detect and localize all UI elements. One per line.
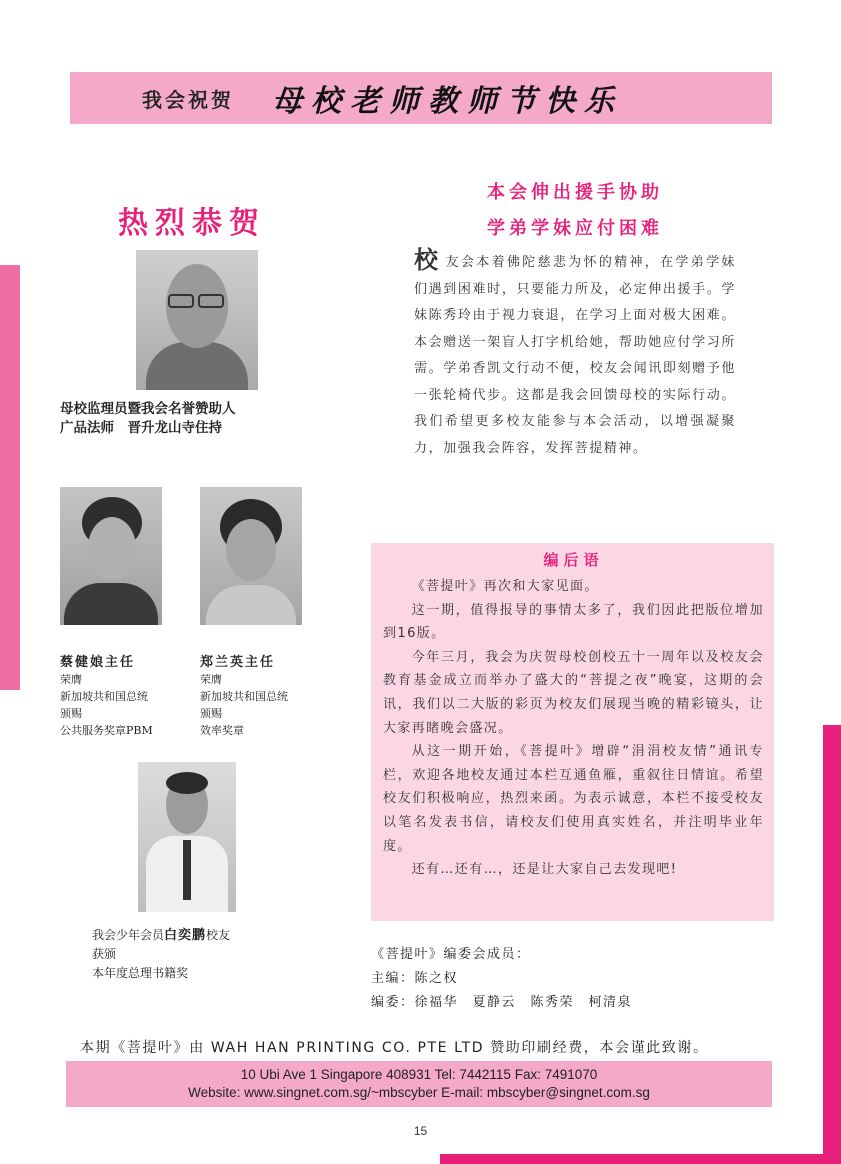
- article-dropcap: 校: [414, 246, 440, 274]
- director-left-photo: [60, 487, 162, 625]
- article-text: 友会本着佛陀慈悲为怀的精神，在学弟学妹们遇到困难时，只要能力所及，必定伸出援手。学妹陈秀玲由于视力衰退，在学习上面对极大困难。本会赠送一架盲人打字机给她，帮助她应付学习所需。学弟香凯文行动不便，校友会闻讯即刻赠予他一张轮椅代步。这都是我会回馈母校的实际行动。我们希望更多校友能参与本会活动，以增强凝聚力，加强我会阵容，发挥菩提精神。: [414, 255, 736, 456]
- banner-subtitle: 我会祝贺: [142, 87, 234, 112]
- editorial-paragraph-1: 《菩提叶》再次和大家见面。: [411, 579, 599, 594]
- director-left-name: 蔡健娘主任: [60, 655, 136, 670]
- editorial-paragraph-2: 这一期，值得报导的事情太多了，我们因此把版位增加到16版。: [383, 602, 764, 642]
- bottom-edge-strip: [440, 1154, 841, 1164]
- editorial-paragraph-4: 从这一期开始，《菩提叶》增辟“涓涓校友情”通讯专栏，欢迎各地校友通过本栏互通鱼雁，重叙往日情谊。希望校友们积极响应，热烈来函。为表示诚意，本栏不接受校友以笔名发表书信，请校友们使用真实姓名，并注明毕业年度。: [383, 744, 764, 854]
- monk-photo: [136, 250, 258, 390]
- director-right-caption: [200, 654, 288, 739]
- editorial-paragraph-5: 还有…还有…，还是让大家自己去发现吧!: [411, 862, 678, 878]
- banner-title: 母校老师教师节快乐: [272, 84, 623, 119]
- student-caption-line3: 本年度总理书籍奖: [92, 966, 189, 980]
- director-left-line2: 新加坡共和国总统: [60, 690, 148, 703]
- director-left-line3: 颁赐: [60, 707, 82, 720]
- editorial-title: 编后语: [543, 551, 604, 569]
- right-edge-strip: [823, 725, 841, 1164]
- members-heading: 《菩提叶》编委会成员：: [371, 947, 531, 962]
- page-number: 15: [413, 1124, 428, 1138]
- members-committee: 编委：徐福华 夏静云 陈秀荣 柯清泉: [371, 995, 633, 1010]
- article-body: [414, 246, 736, 462]
- congrats-heading: 热烈恭贺: [118, 206, 266, 241]
- director-left-caption: [60, 654, 153, 739]
- footer-address: 10 Ubi Ave 1 Singapore 408931 Tel: 7442115 Fax: 7491070: [240, 1067, 598, 1082]
- sponsor-line: 本期《菩提叶》由 WAH HAN PRINTING CO. PTE LTD 赞助印刷经费，本会谨此致谢。: [80, 1040, 709, 1056]
- student-caption-line2: 获颁: [92, 947, 117, 961]
- student-caption: [92, 926, 230, 983]
- student-caption-suffix: 校友: [206, 928, 231, 942]
- members-chief-editor: 主编：陈之权: [371, 971, 459, 986]
- committee-members: [371, 943, 632, 1015]
- director-left-line4: 公共服务奖章PBM: [60, 724, 153, 737]
- director-right-line3: 颁赐: [200, 707, 222, 720]
- article-title-line2: 学弟学妹应付困难: [487, 218, 663, 239]
- director-right-photo: [200, 487, 302, 625]
- monk-caption-line1: 母校监理员暨我会名誉赞助人: [60, 401, 236, 417]
- top-banner: [70, 72, 772, 124]
- director-right-line1: 荣膺: [200, 673, 222, 686]
- director-right-line2: 新加坡共和国总统: [200, 690, 288, 703]
- editorial-box: [371, 543, 774, 921]
- monk-caption-line2: 广品法师 晋升龙山寺住持: [60, 420, 222, 436]
- student-caption-line1: [92, 926, 230, 945]
- editorial-paragraph-3: 今年三月，我会为庆贺母校创校五十一周年以及校友会教育基金成立而举办了盛大的“菩提之夜”晚宴，这期的会讯，我们以二大版的彩页为校友们展现当晚的精彩镜头，让大家再睹晚会盛况。: [383, 649, 764, 736]
- student-caption-prefix: 我会少年会员: [92, 928, 165, 942]
- director-left-line1: 荣膺: [60, 673, 82, 686]
- left-edge-strip: [0, 265, 20, 690]
- director-right-line4: 效率奖章: [200, 724, 244, 737]
- footer-contact: [66, 1061, 772, 1107]
- student-photo: [138, 762, 236, 912]
- student-name: 白奕鹏: [164, 928, 207, 943]
- director-right-name: 郑兰英主任: [200, 655, 276, 670]
- article-title-line1: 本会伸出援手协助: [487, 182, 663, 203]
- monk-caption: [60, 400, 236, 438]
- footer-web: Website: www.singnet.com.sg/~mbscyber E-mail: mbscyber@singnet.com.sg: [188, 1085, 650, 1100]
